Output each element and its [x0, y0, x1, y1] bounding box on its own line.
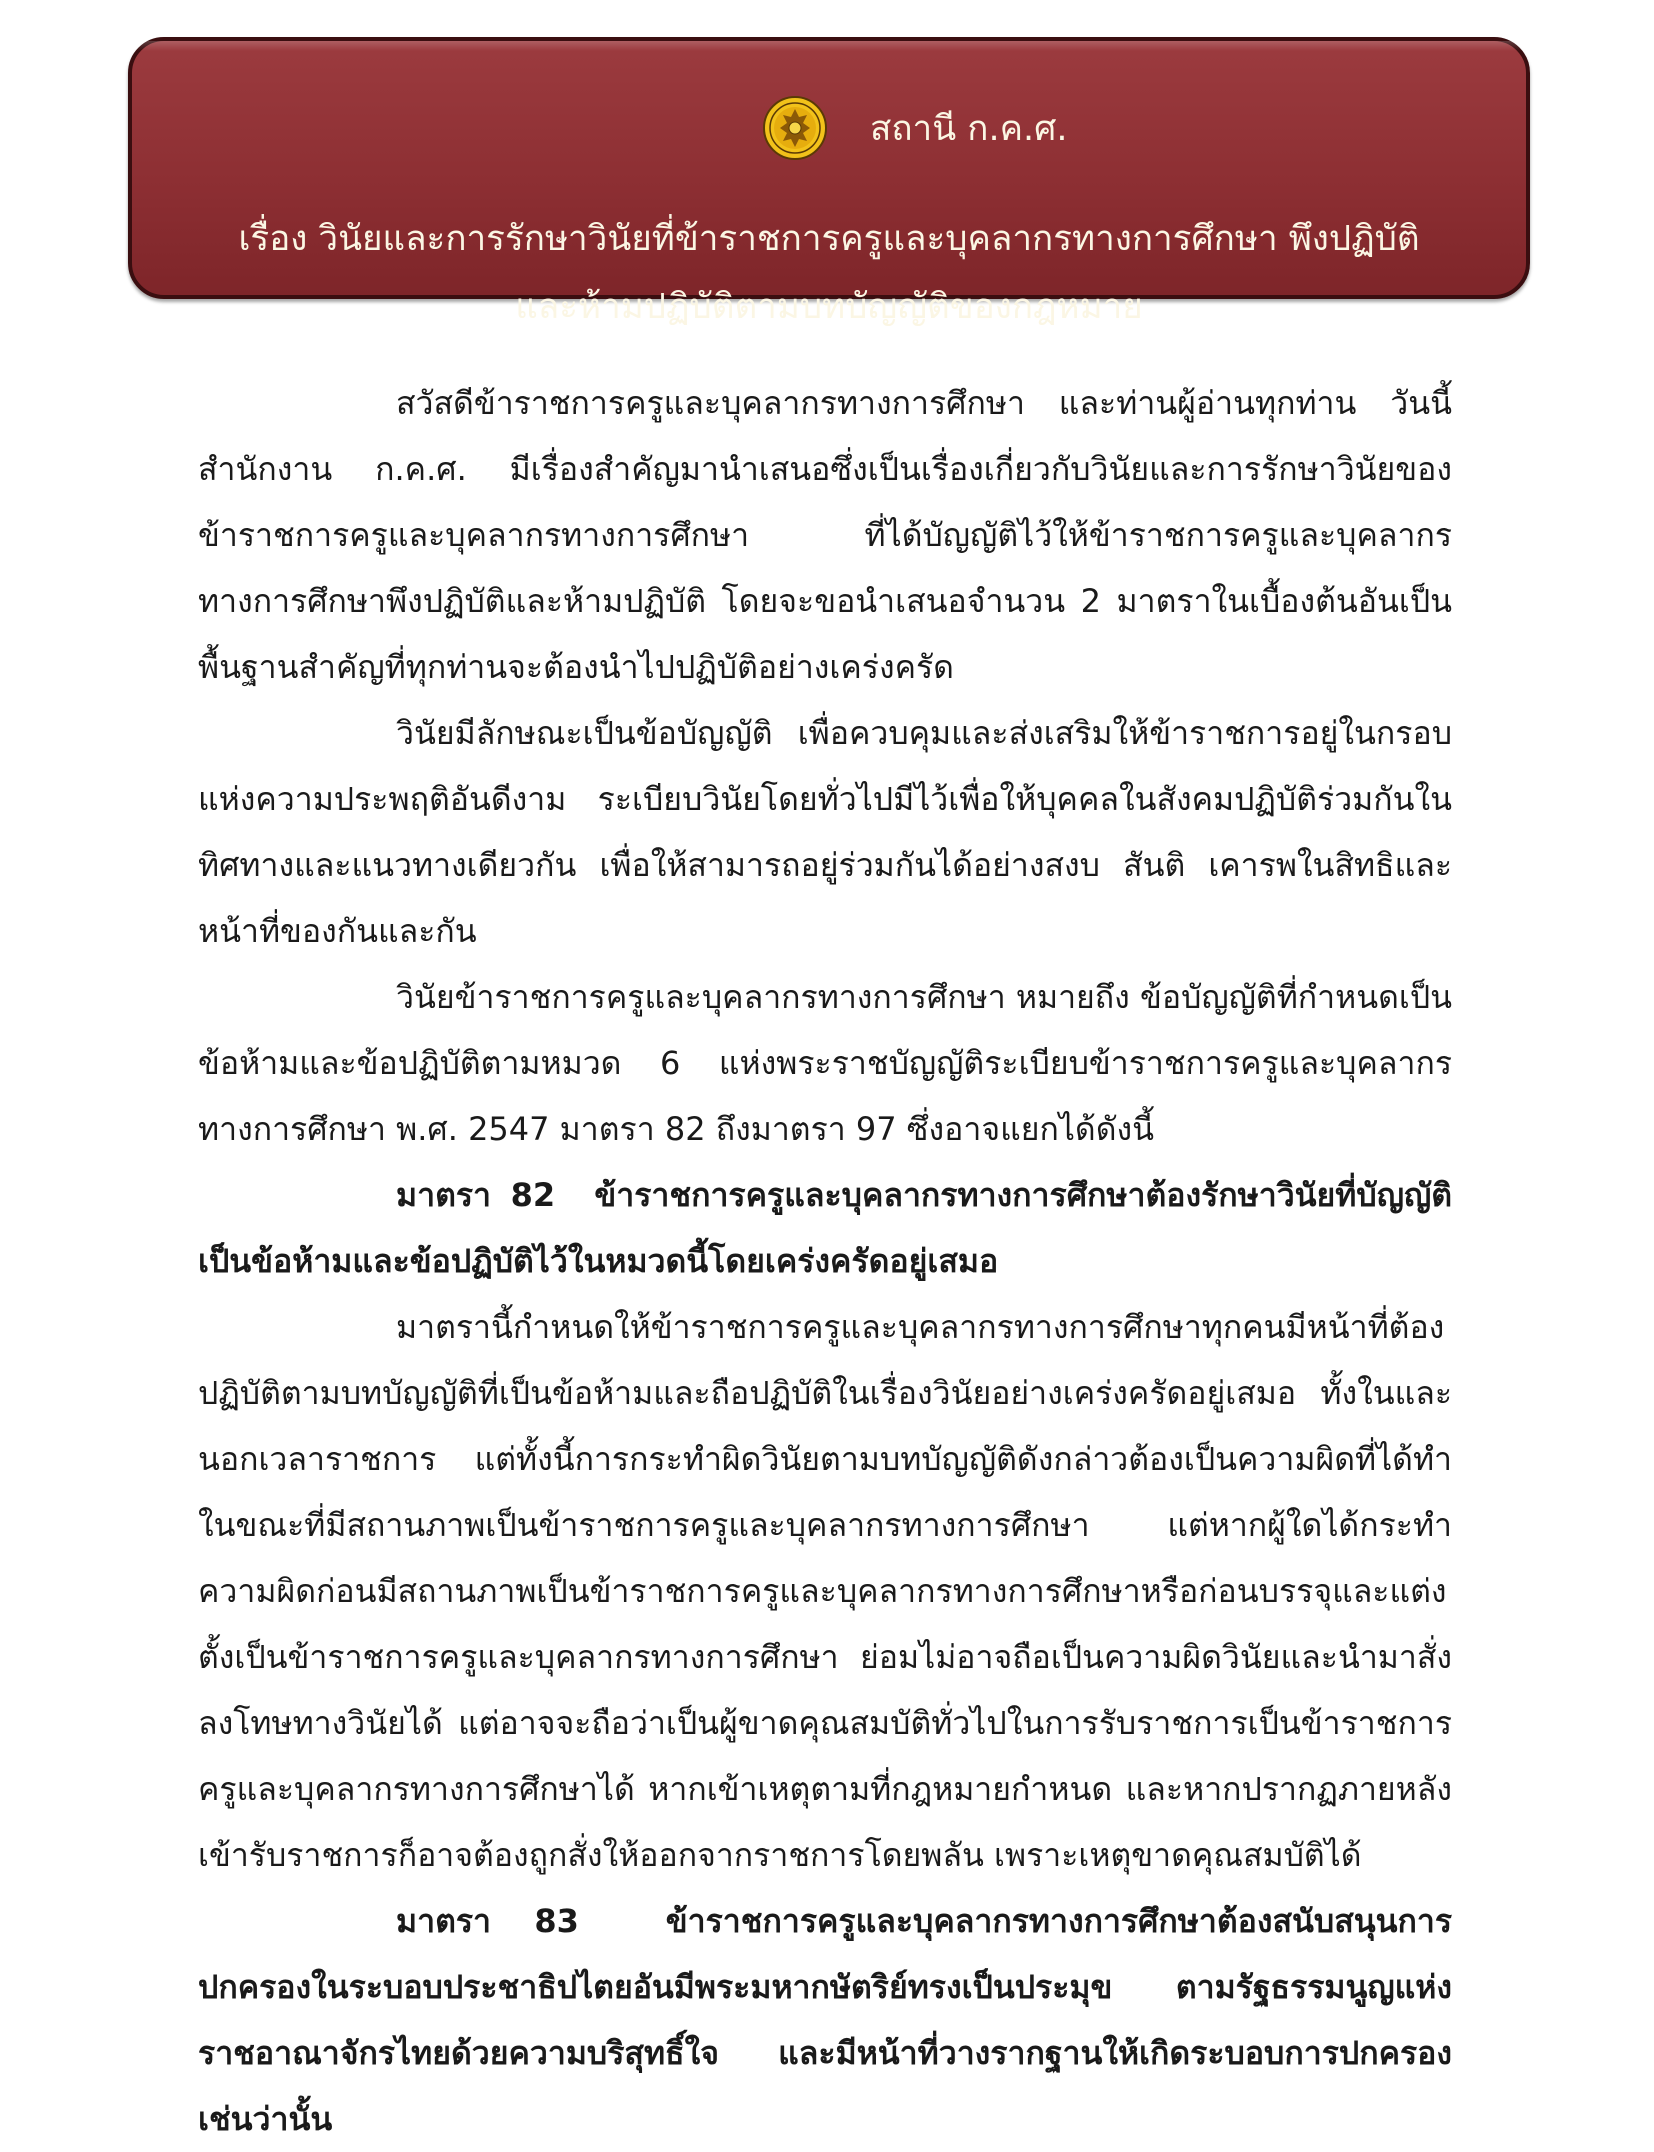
- paragraph-greeting: สวัสดีข้าราชการครูและบุคลากรทางการศึกษา และท่านผู้อ่านทุกท่าน วันนี้สำนักงาน ก.ค.ศ. มีเรื่องสำคัญมานำเสนอซึ่งเป็นเรื่องเกี่ยวกับวินัยและการรักษาวินัยของข้าราชการครูและบุคลากรทางการศึกษา ที่ได้บัญญัติไว้ให้ข้าราชการครูและบุคลากรทางการศึกษาพึงปฏิบัติและห้ามปฏิบัติ โดยจะขอนำเสนอจำนวน 2 มาตราในเบื้องต้นอันเป็นพื้นฐานสำคัญที่ทุกท่านจะต้องนำไปปฏิบัติอย่างเคร่งครัด: [198, 384, 1452, 686]
- section-83-label: มาตรา 83: [396, 1902, 579, 1940]
- section-83-text: ข้าราชการครูและบุคลากรทางการศึกษาต้องสนับสนุนการปกครองในระบอบประชาธิปไตยอันมีพระมหากษัตริย์ทรงเป็นประมุข ตามรัฐธรรมนูญแห่งราชอาณาจักรไทยด้วยความบริสุทธิ์ใจ และมีหน้าที่วางรากฐานให้เกิดระบอบการปกครองเช่นว่านั้น: [198, 1902, 1452, 2138]
- section-82: [198, 1162, 1452, 1294]
- title-line-2: และห้ามปฏิบัติตามบทบัญญัติของกฎหมาย: [515, 287, 1143, 327]
- section-82-text: ข้าราชการครูและบุคลากรทางการศึกษาต้องรักษาวินัยที่บัญญัติเป็นข้อห้ามและข้อปฏิบัติไว้ในหมวดนี้โดยเคร่งครัดอยู่เสมอ: [198, 1176, 1453, 1280]
- garuda-seal-icon: [762, 95, 828, 161]
- header-banner: [128, 37, 1530, 327]
- paragraph-discipline-meaning: วินัยข้าราชการครูและบุคลากรทางการศึกษา หมายถึง ข้อบัญญัติที่กำหนดเป็นข้อห้ามและข้อปฏิบัติตามหมวด 6 แห่งพระราชบัญญัติระเบียบข้าราชการครูและบุคลากรทางการศึกษา พ.ศ. 2547 มาตรา 82 ถึงมาตรา 97 ซึ่งอาจแยกได้ดังนี้: [198, 978, 1452, 1148]
- title-line-1: เรื่อง วินัยและการรักษาวินัยที่ข้าราชการครูและบุคลากรทางการศึกษา พึงปฏิบัติ: [238, 219, 1420, 259]
- paragraph-discipline-definition: วินัยมีลักษณะเป็นข้อบัญญัติ เพื่อควบคุมและส่งเสริมให้ข้าราชการอยู่ในกรอบแห่งความประพฤติอันดีงาม ระเบียบวินัยโดยทั่วไปมีไว้เพื่อให้บุคคลในสังคมปฏิบัติร่วมกันในทิศทางและแนวทางเดียวกัน เพื่อให้สามารถอยู่ร่วมกันได้อย่างสงบ สันติ เคารพในสิทธิและหน้าที่ของกันและกัน: [198, 714, 1452, 950]
- document-body: [198, 370, 1452, 2152]
- banner-shine: [132, 41, 1526, 51]
- section-82-label: มาตรา 82: [396, 1176, 556, 1214]
- station-label: สถานี ก.ค.ศ.: [870, 109, 1068, 149]
- paragraph-section-82-explanation: มาตรานี้กำหนดให้ข้าราชการครูและบุคลากรทางการศึกษาทุกคนมีหน้าที่ต้องปฏิบัติตามบทบัญญัติที่เป็นข้อห้ามและถือปฏิบัติในเรื่องวินัยอย่างเคร่งครัดอยู่เสมอ ทั้งในและนอกเวลาราชการ แต่ทั้งนี้การกระทำผิดวินัยตามบทบัญญัติดังกล่าวต้องเป็นความผิดที่ได้ทำในขณะที่มีสถานภาพเป็นข้าราชการครูและบุคลากรทางการศึกษา แต่หากผู้ใดได้กระทำความผิดก่อนมีสถานภาพเป็นข้าราชการครูและบุคลากรทางการศึกษาหรือก่อนบรรจุและแต่งตั้งเป็นข้าราชการครูและบุคลากรทางการศึกษา ย่อมไม่อาจถือเป็นความผิดวินัยและนำมาสั่งลงโทษทางวินัยได้ แต่อาจจะถือว่าเป็นผู้ขาดคุณสมบัติทั่วไปในการรับราชการเป็นข้าราชการครูและบุคลากรทางการศึกษาได้ หากเข้าเหตุตามที่กฎหมายกำหนด และหากปรากฏภายหลังเข้ารับราชการก็อาจต้องถูกสั่งให้ออกจากราชการโดยพลัน เพราะเหตุขาดคุณสมบัติได้: [198, 1308, 1452, 1874]
- section-83: [198, 1888, 1452, 2152]
